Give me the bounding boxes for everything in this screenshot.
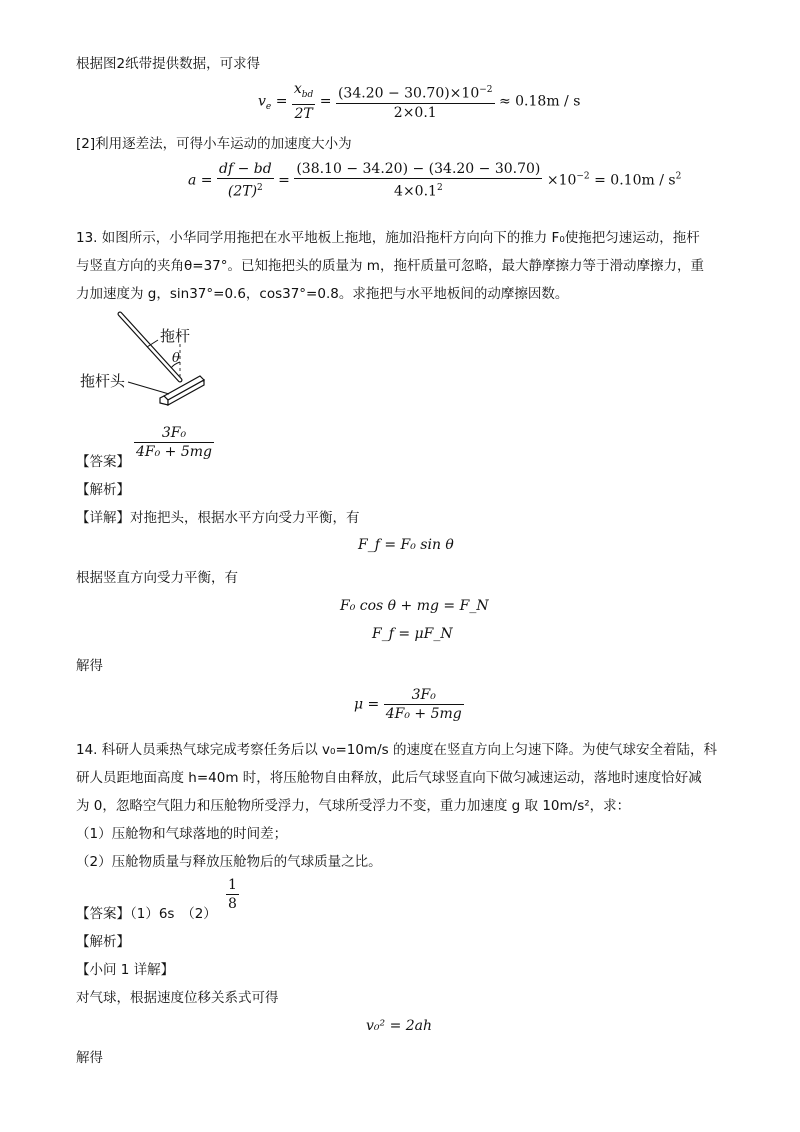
eq-ve-frac1-den: 2T [294,105,313,122]
q14-analysis-label: 【解析】 [76,934,130,950]
eq-a-frac2-den: 4×0.1 [394,183,437,200]
q14-line-2: 研人员距地面高度 h=40m 时，将压舱物自由释放，此后气球竖直向下做匀减速运动，落地时速度恰好减 [76,770,702,786]
q14-answer-fraction [226,876,239,913]
q14-answer [76,904,217,924]
q13-analysis-label: 【解析】 [76,482,130,498]
velocity-equation: $v_e$ = $\frac{x_{bd}}{2T}$ = $\frac{(34.20 - 30.70)\times 10^{-2}}{2\times 0.1}$ ≈ 0.18m / s [258,81,581,122]
q13-mu-den: 4F₀ + 5mg [385,706,462,722]
rod-label: 拖杆 [160,327,191,345]
q13-line-3: 力加速度为 g，sin37°=0.6，cos37°=0.8。求拖把与水平地板间的动摩擦因数。 [76,286,569,302]
eq-a-frac2-num: (38.10 − 34.20) − (34.20 − 30.70) [296,161,541,177]
q13-result-equation [354,686,464,723]
q14-balloon-text: 对气球，根据速度位移关系式可得 [76,990,279,1006]
eq-a-frac1-den-exp: 2 [257,183,263,193]
eq-a-result-exp: 2 [675,171,682,182]
mop-rod-inner [120,314,180,380]
eq-ve-frac1 [292,80,315,123]
q14-item-1: （1）压舱物和气球落地的时间差； [76,826,288,842]
eq-a-frac1 [217,160,274,201]
eq-ve-frac1-num-sub: bd [301,89,314,100]
q13-mu-num: 3F₀ [384,686,464,705]
q14-item-2: （2）压舱物质量与释放压舱物后的气球质量之比。 [76,854,382,870]
eq-a-lhs: a = [188,172,213,189]
eq-a-tail-exp: −2 [576,171,590,182]
eq-ve-frac2 [336,81,495,122]
mop-diagram [76,310,216,418]
eq-a-tail: ×10 [546,172,577,189]
difference-method-text: [2]利用逐差法，可得小车运动的加速度大小为 [76,136,352,152]
q13-detail: 【详解】对拖把头，根据水平方向受力平衡，有 [76,510,360,526]
eq-ve-frac2-num: (34.20 − 30.70)×10 [337,85,480,102]
theta-label: θ [172,351,180,366]
eq-a-frac2-den-exp: 2 [436,183,443,193]
q14-sub1-label: 【小问 1 详解】 [76,962,175,978]
q13-solve: 解得 [76,658,103,674]
eq-a-frac1-den: (2T) [227,183,258,200]
q13-answer-label: 【答案】 [76,454,130,470]
mop-figure [76,310,216,418]
eq-ve-lhs-sub: e [265,102,272,113]
eq-ve-lhs: v [258,93,266,110]
eq-ve-frac2-den: 2×0.1 [393,104,437,121]
q14-answer-den: 8 [228,896,237,912]
q13-answer-fraction [134,424,214,461]
q13-eq-mu: F_f = μF_N [372,626,453,642]
intro-text: 根据图2纸带提供数据，可求得 [76,56,261,72]
q13-vertical-text: 根据竖直方向受力平衡，有 [76,570,238,586]
q14-eq: v₀² = 2ah [366,1018,433,1034]
eq-ve-frac1-num: x [293,81,302,97]
head-label-pointer [128,382,169,394]
eq-ve-frac2-exp: −2 [479,85,493,96]
q14-answer-num: 1 [228,877,237,893]
q14-line-3: 为 0，忽略空气阻力和压舱物所受浮力，气球所受浮力不变，重力加速度 g 取 10m/s²，求： [76,798,631,814]
q14-solve: 解得 [76,1050,103,1066]
acceleration-equation: a = $\frac{df - bd}{(2T)^2}$ = $\frac{(38.10 - 34.20) - (34.20 - 30.70)}{4\times 0.1^2}$ $\times 10^{-2} = 0.10m / s^2$ [188,161,682,200]
q13-mu-lhs: μ = [354,696,380,713]
eq-ve-result: ≈ 0.18m / s [498,93,581,110]
q13-line-2: 与竖直方向的夹角θ=37°。已知拖把头的质量为 m，拖杆质量可忽略，最大静摩擦力等于滑动摩擦力，重 [76,258,704,274]
q13-eq-friction: F_f = F₀ sin θ [358,537,454,553]
eq-a-frac2 [294,160,542,201]
q13-answer-num: 3F₀ [134,424,214,443]
q13-answer-den: 4F₀ + 5mg [136,444,213,460]
q13-eq-vertical: F₀ cos θ + mg = F_N [340,598,489,614]
q14-answer-label: 【答案】 [76,906,130,922]
q13-line-1: 13. 如图所示，小华同学用拖把在水平地板上拖地，施加沿拖杆方向向下的推力 F₀使拖把匀速运动，拖杆 [76,230,700,246]
head-label: 拖杆头 [80,372,126,390]
q14-line-1: 14. 科研人员乘热气球完成考察任务后以 v₀=10m/s 的速度在竖直方向上匀速下降。为使气球安全着陆，科 [76,742,717,758]
eq-a-result: = 0.10m / s [594,172,676,189]
q14-answer-part1: （1）6s （2） [130,906,217,922]
eq-a-frac1-num: df − bd [218,161,272,177]
